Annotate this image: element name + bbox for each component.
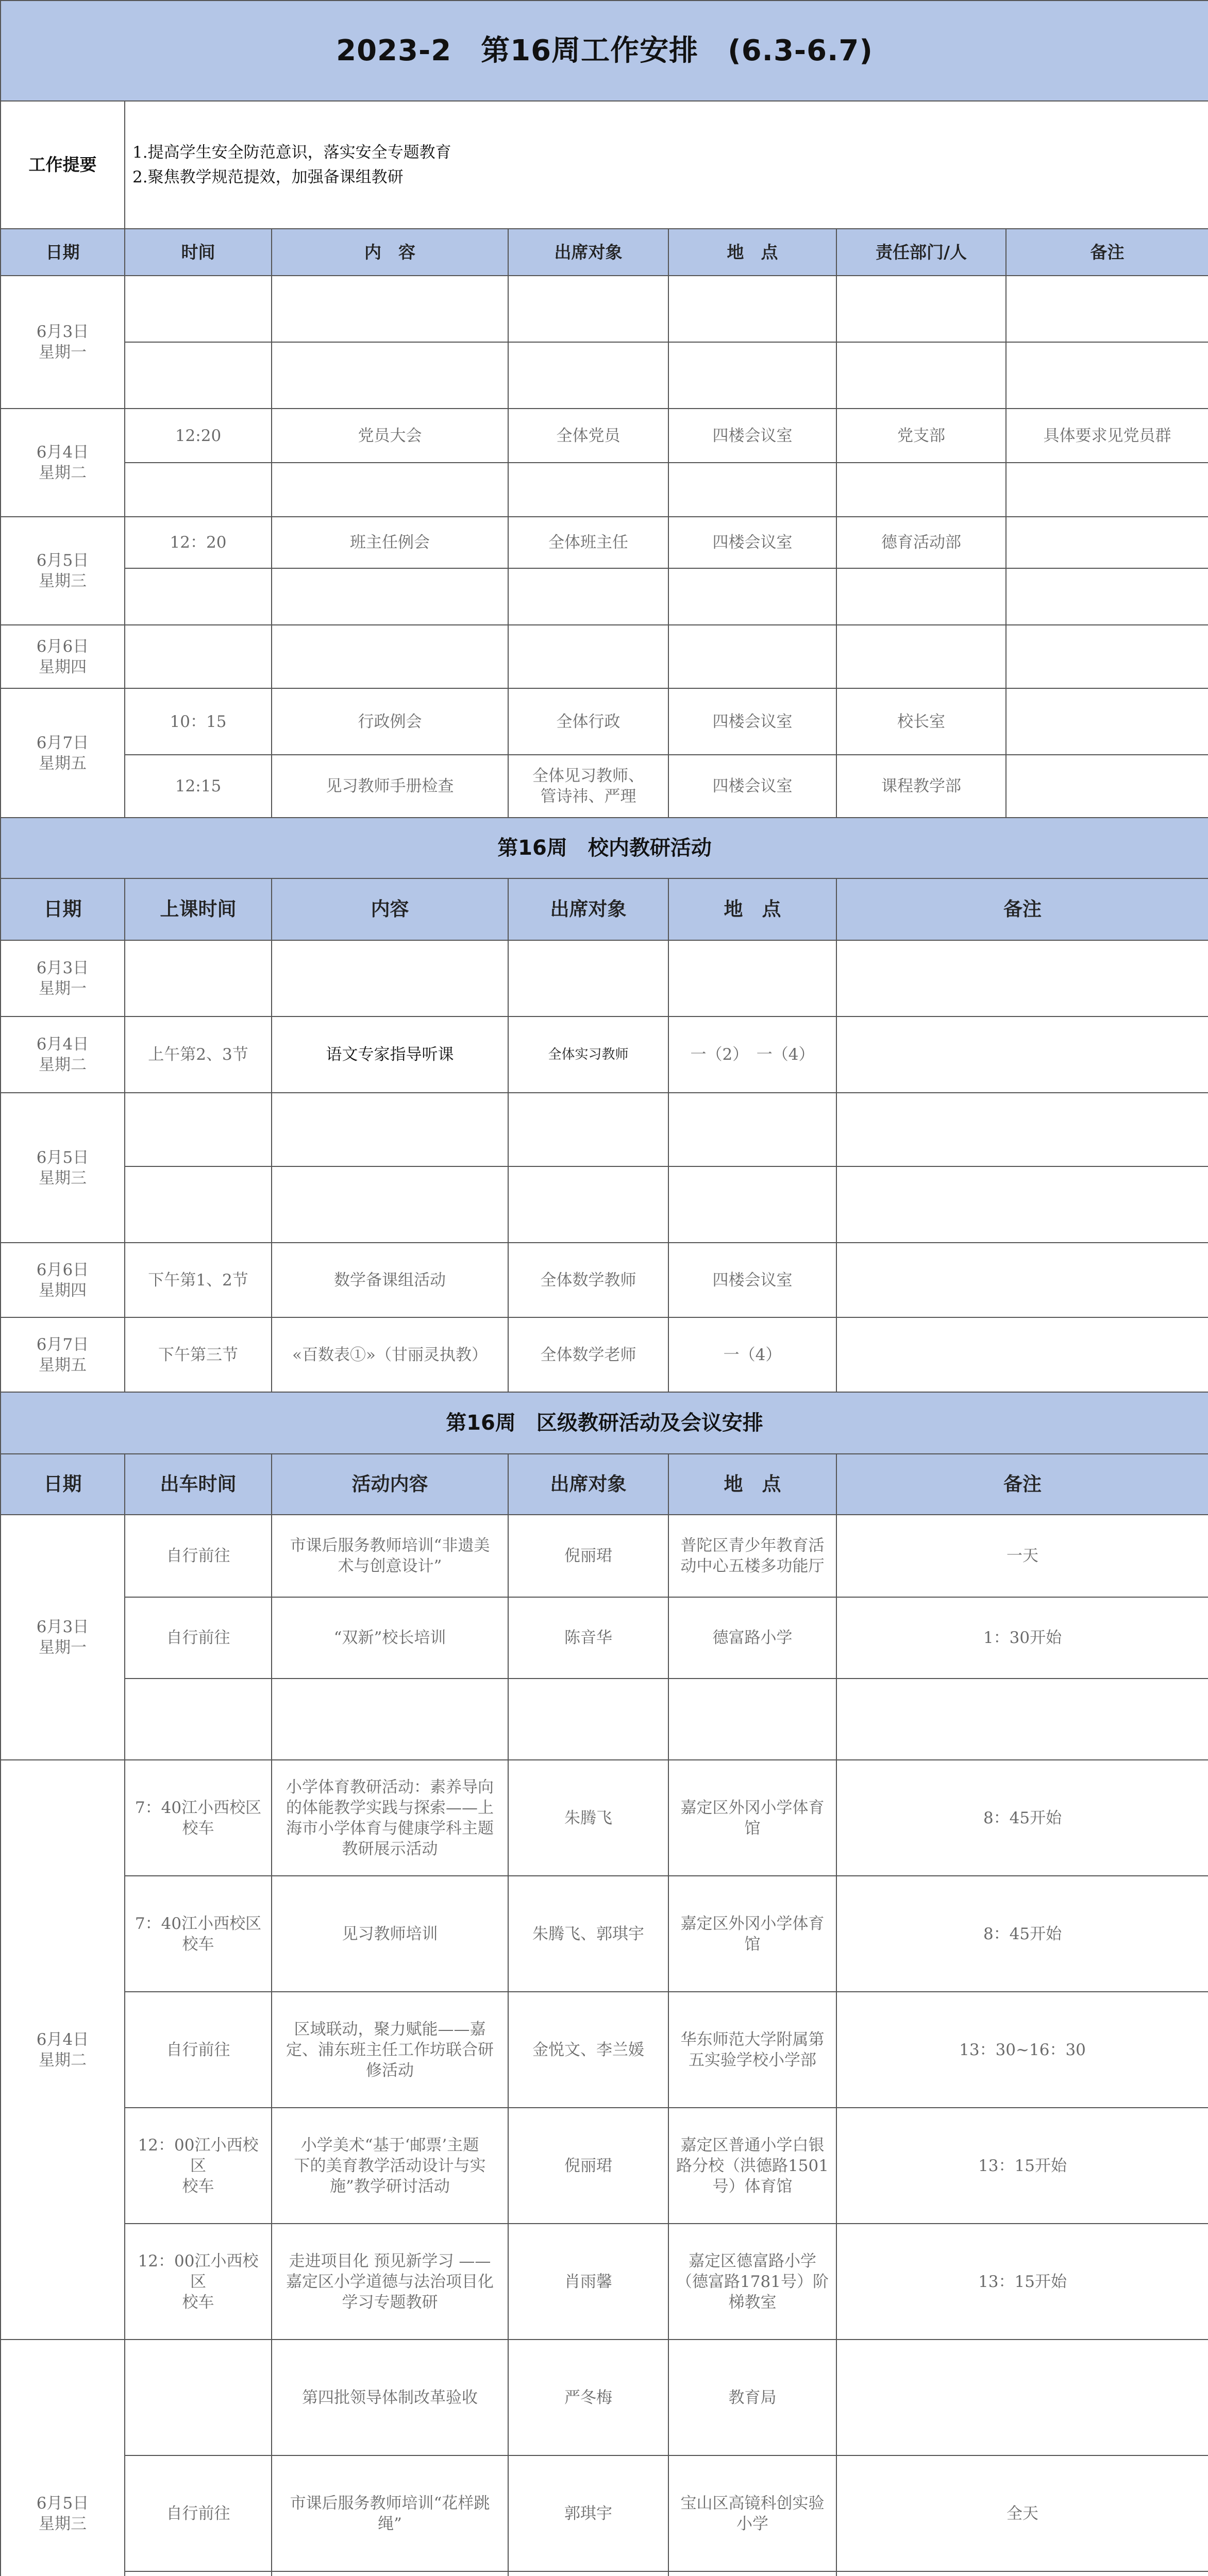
content-cell (272, 1760, 508, 1876)
summary-item: 2.聚焦教学规范提效，加强备课组教研 (132, 168, 404, 187)
table-row (1, 1016, 1208, 1093)
empty-cell (508, 342, 668, 409)
note-cell: 具体要求见党员群 (1006, 409, 1208, 463)
empty-cell (1006, 342, 1208, 409)
time-line: 自行前往 (166, 2040, 230, 2059)
date: 6月7日 (36, 733, 89, 752)
date: 6月3日 (36, 959, 89, 977)
content-line: 市课后服务教师培训“花样跳 (290, 2494, 490, 2513)
time-cell (125, 2340, 272, 2455)
location-line: 梯教室 (728, 2293, 777, 2312)
content-line: 走进项目化 预见新学习 —— (289, 2251, 491, 2270)
content-cell (272, 2340, 508, 2455)
empty-cell (508, 568, 668, 625)
location-cell (668, 1760, 836, 1876)
weekday: 星期二 (39, 2050, 87, 2070)
note-cell (836, 940, 1208, 1016)
attendees-cell (508, 1597, 668, 1679)
attendees-cell (508, 1992, 668, 2108)
location-cell (668, 1597, 836, 1679)
attendees-line: 倪丽珺 (564, 1547, 612, 1565)
time-cell (125, 2224, 272, 2340)
attendees-cell (508, 1760, 668, 1876)
summary-content (125, 101, 1208, 229)
attendees-line: 金悦文、李兰媛 (532, 2040, 644, 2059)
location-line: 馆 (744, 1819, 761, 1838)
location-line: 华东师范大学附属第 (680, 2030, 825, 2049)
attendees-line: 郭琪宇 (564, 2504, 612, 2523)
empty-cell (1006, 276, 1208, 342)
empty-cell (272, 276, 508, 342)
header-time: 出车时间 (125, 1454, 272, 1515)
content-cell (272, 2108, 508, 2224)
table-row (1, 755, 1208, 818)
header-note: 备注 (836, 878, 1208, 940)
weekday: 星期二 (39, 1056, 87, 1074)
empty-cell (272, 625, 508, 688)
time-cell: 上午第2、3节 (125, 1016, 272, 1093)
empty-cell (125, 1679, 272, 1760)
content-line: 教研展示活动 (342, 1839, 438, 1858)
attendees-line: 倪丽珺 (564, 2156, 612, 2175)
table-row (1, 517, 1208, 568)
empty-cell (1006, 625, 1208, 688)
time-cell (125, 2571, 272, 2576)
location-line: （德富路1781号）阶 (676, 2272, 829, 2291)
attendees-cell (508, 2455, 668, 2571)
time-line: 自行前往 (166, 1629, 230, 1647)
header-content: 活动内容 (272, 1454, 508, 1515)
content-line: 小学体育教研活动：素养导向 (286, 1777, 494, 1797)
content-line: “双新”校长培训 (333, 1629, 446, 1647)
content-line: 施”教学研讨活动 (330, 2177, 450, 2196)
date-cell (1, 1760, 125, 2340)
location-cell (668, 940, 836, 1016)
empty-cell (668, 625, 836, 688)
empty-cell (125, 342, 272, 409)
content-line: 绳” (378, 2514, 402, 2533)
location-line: 馆 (744, 1935, 761, 1954)
summary-item: 1.提高学生安全防范意识，落实安全专题教育 (132, 143, 451, 162)
dept-cell: 德育活动部 (836, 517, 1006, 568)
empty-cell (125, 463, 272, 517)
content-cell: 班主任例会 (272, 517, 508, 568)
time-cell: 12:20 (125, 409, 272, 463)
attendees-cell: 全体数学教师 (508, 1243, 668, 1317)
table-row (1, 1760, 1208, 1876)
location-cell: 一（4） (668, 1317, 836, 1392)
note-cell (836, 1016, 1208, 1093)
table-row (1, 940, 1208, 1016)
content-line: 学习专题教研 (342, 2293, 438, 2312)
empty-cell (668, 276, 836, 342)
table-row (1, 1243, 1208, 1317)
note-cell (1006, 688, 1208, 755)
attendees-cell (508, 2224, 668, 2340)
location-line: 德富路小学 (712, 1629, 793, 1647)
table-row (1, 2340, 1208, 2455)
date-cell (1, 625, 125, 688)
content-line: 第四批领导体制改革验收 (302, 2388, 478, 2407)
content-cell (272, 1876, 508, 1992)
header-note: 备注 (836, 1454, 1208, 1515)
empty-cell (836, 342, 1006, 409)
time-line: 12：00江小西校区 (138, 2136, 259, 2175)
empty-cell (272, 568, 508, 625)
location-cell: 四楼会议室 (668, 1243, 836, 1317)
location-cell (668, 1876, 836, 1992)
content-cell (272, 2455, 508, 2571)
attendees-cell: 全体实习教师 (508, 1016, 668, 1093)
attendees-line: 严冬梅 (564, 2388, 612, 2407)
empty-cell (836, 463, 1006, 517)
attendees-cell (508, 2108, 668, 2224)
header-date: 日期 (1, 1454, 125, 1515)
location-line: 教育局 (728, 2388, 777, 2407)
attendees-cell: 全体行政 (508, 688, 668, 755)
empty-cell (836, 1166, 1208, 1243)
header-time: 上课时间 (125, 878, 272, 940)
date-cell (1, 1317, 125, 1392)
header-location: 地 点 (668, 878, 836, 940)
content-line: 市课后服务教师培训“非遗美 (290, 1536, 490, 1555)
note-cell (836, 2340, 1208, 2455)
header-attendees: 出席对象 (508, 1454, 668, 1515)
section-title-school: 第16周 校内教研活动 (1, 818, 1208, 878)
weekday: 星期三 (39, 2514, 87, 2533)
location-cell: 四楼会议室 (668, 755, 836, 818)
location-cell: 四楼会议室 (668, 409, 836, 463)
date-cell (1, 1243, 125, 1317)
content-line: 的体能教学实践与探索——上 (286, 1798, 494, 1817)
content-cell (272, 1992, 508, 2108)
content-cell: 行政例会 (272, 688, 508, 755)
table-row (1, 688, 1208, 755)
attendees-cell (508, 755, 668, 818)
weekday: 星期五 (39, 1355, 87, 1375)
note-cell: 1：30开始 (836, 1597, 1208, 1679)
weekday: 星期一 (39, 979, 87, 998)
location-cell (668, 1515, 836, 1597)
weekday: 星期四 (39, 657, 87, 676)
header-location: 地 点 (668, 1454, 836, 1515)
date: 6月4日 (36, 2030, 89, 2049)
attendees-line: 陈音华 (564, 1629, 612, 1647)
content-cell: 党员大会 (272, 409, 508, 463)
weekday: 星期四 (39, 1281, 87, 1300)
location-cell: 四楼会议室 (668, 688, 836, 755)
content-cell: «百数表①»（甘丽灵执教） (272, 1317, 508, 1392)
header-attendees: 出席对象 (508, 878, 668, 940)
location-line: 五实验学校小学部 (689, 2050, 816, 2070)
empty-cell (668, 1679, 836, 1760)
table-row (1, 2571, 1208, 2576)
time-cell: 12:15 (125, 755, 272, 818)
table-row (1, 2224, 1208, 2340)
location-line: 路分校（洪德路1501 (676, 2156, 829, 2175)
date-cell (1, 1515, 125, 1760)
attendees-line: 朱腾飞、郭琪宇 (532, 1924, 644, 1943)
table-row (1, 1992, 1208, 2108)
empty-cell (125, 276, 272, 342)
note-cell (1006, 517, 1208, 568)
content-cell: 语文专家指导听课 (272, 1016, 508, 1093)
time-cell (125, 1597, 272, 1679)
header-location: 地 点 (668, 229, 836, 276)
location-cell (668, 2108, 836, 2224)
note-cell: 8：45开始 (836, 1760, 1208, 1876)
location-line: 小学 (736, 2514, 768, 2533)
empty-cell (125, 1166, 272, 1243)
time-cell: 下午第三节 (125, 1317, 272, 1392)
date: 6月4日 (36, 443, 89, 462)
note-cell: 8：45开始 (836, 1876, 1208, 1992)
empty-cell (125, 568, 272, 625)
date: 6月7日 (36, 1335, 89, 1354)
attendees-cell (508, 1515, 668, 1597)
header-date: 日期 (1, 878, 125, 940)
header-content: 内容 (272, 878, 508, 940)
empty-cell (508, 276, 668, 342)
attendees-cell: 全体数学老师 (508, 1317, 668, 1392)
time-cell (125, 2108, 272, 2224)
date-cell (1, 688, 125, 818)
date-cell (1, 1093, 125, 1243)
table-row (1, 2455, 1208, 2571)
note-cell: 一天 (836, 1515, 1208, 1597)
location-line: 动中心五楼多功能厅 (680, 1557, 825, 1575)
empty-cell (508, 625, 668, 688)
attendees-line: 朱腾飞 (564, 1808, 612, 1827)
date: 6月5日 (36, 1148, 89, 1167)
table-row (1, 409, 1208, 463)
table-row (1, 2108, 1208, 2224)
date: 6月5日 (36, 551, 89, 570)
date-cell (1, 517, 125, 625)
empty-cell (1006, 463, 1208, 517)
content-line: 定、浦东班主任工作坊联合研 (286, 2040, 494, 2059)
date-cell (1, 940, 125, 1016)
empty-cell (272, 463, 508, 517)
empty-cell (508, 1093, 668, 1166)
date: 6月6日 (36, 637, 89, 656)
location-line: 号）体育馆 (712, 2177, 793, 2196)
location-cell (668, 2571, 836, 2576)
table-row (1, 1876, 1208, 1992)
note-cell (836, 1317, 1208, 1392)
date-cell (1, 409, 125, 517)
empty-cell (668, 1166, 836, 1243)
weekday: 星期三 (39, 572, 87, 590)
empty-cell (508, 1166, 668, 1243)
date-cell (1, 1016, 125, 1093)
empty-cell (272, 1679, 508, 1760)
time-cell (125, 1515, 272, 1597)
content-line: 区域联动，聚力赋能——嘉 (294, 2020, 486, 2039)
header-dept: 责任部门/人 (836, 229, 1006, 276)
weekday: 星期五 (39, 754, 87, 773)
table-row (1, 1317, 1208, 1392)
note-cell: 13：15开始 (836, 2224, 1208, 2340)
empty-cell (668, 463, 836, 517)
attendees-cell (508, 2571, 668, 2576)
date: 6月5日 (36, 2494, 89, 2513)
date: 6月3日 (36, 323, 89, 341)
empty-cell (508, 463, 668, 517)
time-line: 自行前往 (166, 1547, 230, 1565)
empty-cell (1006, 568, 1208, 625)
content-cell: 见习教师手册检查 (272, 755, 508, 818)
empty-cell (836, 1093, 1208, 1166)
location-cell (668, 2224, 836, 2340)
empty-cell (125, 1093, 272, 1166)
note-cell (836, 1243, 1208, 1317)
location-cell (668, 1992, 836, 2108)
location-line: 嘉定区外冈小学体育 (680, 1914, 825, 1933)
time-line: 校车 (182, 1935, 214, 1954)
attendees-line: 肖雨馨 (564, 2272, 612, 2291)
weekday: 星期一 (39, 1638, 87, 1657)
time-line: 校车 (182, 1819, 214, 1838)
content-cell (272, 1597, 508, 1679)
attendees-cell: 全体班主任 (508, 517, 668, 568)
location-line: 嘉定区外冈小学体育 (680, 1798, 825, 1817)
location-line: 嘉定区普通小学白银 (680, 2136, 825, 2155)
empty-cell (836, 276, 1006, 342)
header-note: 备注 (1006, 229, 1208, 276)
location-line: 宝山区高镜科创实验 (680, 2494, 825, 2513)
content-cell (272, 1515, 508, 1597)
content-line: 见习教师培训 (342, 1924, 438, 1943)
date: 6月3日 (36, 1618, 89, 1636)
attendees-cell (508, 2340, 668, 2455)
content-line: 下的美育教学活动设计与实 (294, 2156, 486, 2175)
header-time: 时间 (125, 229, 272, 276)
note-cell (836, 2571, 1208, 2576)
content-line: 修活动 (366, 2061, 414, 2080)
empty-cell (272, 1166, 508, 1243)
dept-cell: 课程教学部 (836, 755, 1006, 818)
content-line: 嘉定区小学道德与法治项目化 (286, 2272, 494, 2291)
attendees-line: 管诗祎、严理 (540, 787, 636, 806)
note-cell: 13：30~16：30 (836, 1992, 1208, 2108)
dept-cell: 校长室 (836, 688, 1006, 755)
time-cell (125, 1760, 272, 1876)
location-line: 嘉定区德富路小学 (689, 2251, 816, 2270)
empty-cell (272, 1093, 508, 1166)
table-row (1, 1515, 1208, 1597)
time-cell: 12：20 (125, 517, 272, 568)
attendees-line: 全体见习教师、 (532, 767, 644, 785)
time-line: 12：00江小西校区 (138, 2251, 259, 2291)
dept-cell: 党支部 (836, 409, 1006, 463)
content-cell: 数学备课组活动 (272, 1243, 508, 1317)
time-line: 校车 (182, 2293, 214, 2312)
note-cell: 全天 (836, 2455, 1208, 2571)
empty-cell (668, 342, 836, 409)
date-cell (1, 276, 125, 409)
empty-cell (508, 1679, 668, 1760)
time-cell (125, 1876, 272, 1992)
time-cell (125, 1992, 272, 2108)
time-cell: 下午第1、2节 (125, 1243, 272, 1317)
attendees-cell: 全体党员 (508, 409, 668, 463)
date: 6月4日 (36, 1035, 89, 1054)
empty-cell (836, 568, 1006, 625)
empty-cell (668, 1093, 836, 1166)
note-cell (1006, 755, 1208, 818)
content-line: 术与创意设计” (338, 1557, 442, 1575)
time-line: 校车 (182, 2177, 214, 2196)
weekday: 星期三 (39, 1168, 87, 1188)
empty-cell (836, 1679, 1208, 1760)
header-date: 日期 (1, 229, 125, 276)
summary-label: 工作提要 (1, 101, 125, 229)
date-cell (1, 2340, 125, 2576)
location-cell: 一（2） 一（4） (668, 1016, 836, 1093)
header-content: 内 容 (272, 229, 508, 276)
empty-cell (836, 625, 1006, 688)
content-cell (272, 2224, 508, 2340)
empty-cell (125, 625, 272, 688)
location-cell (668, 2340, 836, 2455)
section-title-district: 第16周 区级教研活动及会议安排 (1, 1392, 1208, 1454)
weekday: 星期二 (39, 464, 87, 482)
table-row (1, 1597, 1208, 1679)
content-cell (272, 2571, 508, 2576)
attendees-cell (508, 940, 668, 1016)
time-line: 自行前往 (166, 2504, 230, 2523)
time-cell (125, 940, 272, 1016)
date: 6月6日 (36, 1260, 89, 1279)
empty-cell (668, 568, 836, 625)
time-cell: 10：15 (125, 688, 272, 755)
content-line: 海市小学体育与健康学科主题 (286, 1819, 494, 1838)
content-line: 小学美术“基于‘邮票’主题 (300, 2136, 479, 2155)
location-cell (668, 2455, 836, 2571)
empty-cell (272, 342, 508, 409)
time-line: 7：40江小西校区 (135, 1798, 262, 1817)
page-title: 2023-2 第16周工作安排 (6.3-6.7) (1, 1, 1208, 101)
location-cell: 四楼会议室 (668, 517, 836, 568)
header-attendees: 出席对象 (508, 229, 668, 276)
note-cell: 13：15开始 (836, 2108, 1208, 2224)
location-line: 普陀区青少年教育活 (680, 1536, 825, 1555)
attendees-cell (508, 1876, 668, 1992)
time-cell (125, 2455, 272, 2571)
content-cell (272, 940, 508, 1016)
weekday: 星期一 (39, 343, 87, 362)
time-line: 7：40江小西校区 (135, 1914, 262, 1933)
